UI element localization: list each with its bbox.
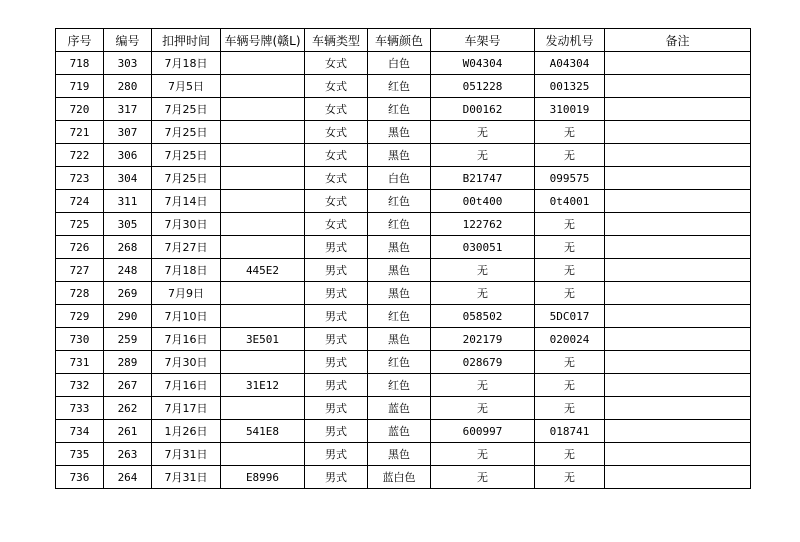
cell-remark [605, 282, 751, 305]
cell-color: 黑色 [368, 328, 431, 351]
table-row [56, 190, 751, 213]
cell-date: 7月10日 [152, 305, 221, 328]
cell-engine-no: 001325 [535, 75, 605, 98]
cell-date: 1月26日 [152, 420, 221, 443]
cell-remark [605, 328, 751, 351]
cell-engine-no: 018741 [535, 420, 605, 443]
table-row [56, 443, 751, 466]
cell-date: 7月31日 [152, 443, 221, 466]
cell-frame-no: 无 [431, 397, 535, 420]
cell-date: 7月18日 [152, 259, 221, 282]
header-cell: 车辆颜色 [368, 29, 431, 52]
header-cell: 扣押时间 [152, 29, 221, 52]
cell-date: 7月17日 [152, 397, 221, 420]
cell-remark [605, 52, 751, 75]
cell-id: 305 [104, 213, 152, 236]
cell-date: 7月5日 [152, 75, 221, 98]
cell-remark [605, 420, 751, 443]
cell-id: 268 [104, 236, 152, 259]
cell-date: 7月16日 [152, 328, 221, 351]
cell-id: 289 [104, 351, 152, 374]
cell-color: 黑色 [368, 282, 431, 305]
cell-date: 7月14日 [152, 190, 221, 213]
cell-frame-no: 无 [431, 374, 535, 397]
cell-type: 男式 [305, 259, 368, 282]
cell-plate [221, 144, 305, 167]
cell-remark [605, 397, 751, 420]
table-row [56, 236, 751, 259]
cell-plate [221, 443, 305, 466]
cell-plate [221, 190, 305, 213]
cell-color: 蓝色 [368, 420, 431, 443]
table-row [56, 167, 751, 190]
cell-id: 267 [104, 374, 152, 397]
table-row [56, 98, 751, 121]
table-row [56, 52, 751, 75]
cell-remark [605, 305, 751, 328]
cell-engine-no: 无 [535, 213, 605, 236]
table-row [56, 144, 751, 167]
cell-plate [221, 397, 305, 420]
header-cell: 车辆类型 [305, 29, 368, 52]
cell-seq: 732 [56, 374, 104, 397]
cell-remark [605, 213, 751, 236]
table-row [56, 75, 751, 98]
cell-id: 248 [104, 259, 152, 282]
cell-id: 307 [104, 121, 152, 144]
cell-seq: 722 [56, 144, 104, 167]
cell-engine-no: 无 [535, 236, 605, 259]
cell-date: 7月27日 [152, 236, 221, 259]
cell-type: 男式 [305, 420, 368, 443]
cell-remark [605, 466, 751, 489]
cell-seq: 721 [56, 121, 104, 144]
header-cell: 编号 [104, 29, 152, 52]
cell-id: 263 [104, 443, 152, 466]
cell-engine-no: 无 [535, 121, 605, 144]
cell-frame-no: 无 [431, 259, 535, 282]
cell-date: 7月30日 [152, 351, 221, 374]
cell-type: 男式 [305, 236, 368, 259]
table-row [56, 259, 751, 282]
cell-remark [605, 98, 751, 121]
cell-frame-no: 122762 [431, 213, 535, 236]
cell-plate: E8996 [221, 466, 305, 489]
cell-seq: 728 [56, 282, 104, 305]
table-row [56, 328, 751, 351]
cell-id: 269 [104, 282, 152, 305]
table-row [56, 420, 751, 443]
cell-id: 303 [104, 52, 152, 75]
cell-type: 女式 [305, 213, 368, 236]
cell-seq: 729 [56, 305, 104, 328]
cell-plate [221, 213, 305, 236]
cell-remark [605, 167, 751, 190]
cell-plate [221, 75, 305, 98]
table-row [56, 466, 751, 489]
cell-color: 红色 [368, 374, 431, 397]
cell-id: 306 [104, 144, 152, 167]
cell-color: 黑色 [368, 236, 431, 259]
cell-engine-no: 无 [535, 259, 605, 282]
cell-type: 女式 [305, 167, 368, 190]
cell-id: 261 [104, 420, 152, 443]
cell-date: 7月16日 [152, 374, 221, 397]
cell-color: 白色 [368, 167, 431, 190]
cell-type: 男式 [305, 282, 368, 305]
cell-remark [605, 443, 751, 466]
cell-plate [221, 305, 305, 328]
cell-frame-no: W04304 [431, 52, 535, 75]
cell-frame-no: 202179 [431, 328, 535, 351]
cell-id: 311 [104, 190, 152, 213]
cell-color: 黑色 [368, 443, 431, 466]
cell-plate [221, 52, 305, 75]
cell-id: 262 [104, 397, 152, 420]
cell-engine-no: 0t4001 [535, 190, 605, 213]
cell-seq: 730 [56, 328, 104, 351]
header-cell: 车架号 [431, 29, 535, 52]
cell-type: 男式 [305, 466, 368, 489]
cell-frame-no: 030051 [431, 236, 535, 259]
cell-engine-no: 无 [535, 282, 605, 305]
cell-plate [221, 121, 305, 144]
cell-frame-no: 无 [431, 466, 535, 489]
table-row [56, 397, 751, 420]
cell-engine-no: 无 [535, 397, 605, 420]
header-cell: 车辆号牌(赣L) [221, 29, 305, 52]
cell-type: 女式 [305, 121, 368, 144]
cell-frame-no: 无 [431, 282, 535, 305]
cell-date: 7月18日 [152, 52, 221, 75]
cell-id: 264 [104, 466, 152, 489]
cell-color: 红色 [368, 351, 431, 374]
cell-type: 女式 [305, 52, 368, 75]
cell-plate: 445E2 [221, 259, 305, 282]
cell-date: 7月25日 [152, 121, 221, 144]
cell-color: 蓝色 [368, 397, 431, 420]
cell-frame-no: 600997 [431, 420, 535, 443]
table-row [56, 351, 751, 374]
cell-seq: 735 [56, 443, 104, 466]
cell-seq: 726 [56, 236, 104, 259]
cell-type: 男式 [305, 374, 368, 397]
cell-type: 男式 [305, 397, 368, 420]
cell-seq: 723 [56, 167, 104, 190]
cell-remark [605, 121, 751, 144]
cell-engine-no: 无 [535, 351, 605, 374]
cell-engine-no: 099575 [535, 167, 605, 190]
cell-id: 317 [104, 98, 152, 121]
cell-remark [605, 259, 751, 282]
header-row [56, 29, 751, 52]
cell-id: 280 [104, 75, 152, 98]
cell-seq: 720 [56, 98, 104, 121]
cell-seq: 727 [56, 259, 104, 282]
cell-color: 黑色 [368, 144, 431, 167]
cell-engine-no: 无 [535, 466, 605, 489]
cell-engine-no: A04304 [535, 52, 605, 75]
cell-plate [221, 98, 305, 121]
cell-frame-no: 00t400 [431, 190, 535, 213]
cell-color: 黑色 [368, 259, 431, 282]
cell-seq: 725 [56, 213, 104, 236]
cell-date: 7月31日 [152, 466, 221, 489]
cell-plate: 3E501 [221, 328, 305, 351]
cell-color: 红色 [368, 98, 431, 121]
table-row [56, 374, 751, 397]
cell-frame-no: 无 [431, 144, 535, 167]
header-cell: 序号 [56, 29, 104, 52]
cell-type: 女式 [305, 190, 368, 213]
table-row [56, 213, 751, 236]
cell-frame-no: B21747 [431, 167, 535, 190]
cell-type: 男式 [305, 351, 368, 374]
cell-remark [605, 190, 751, 213]
table-row [56, 305, 751, 328]
cell-seq: 733 [56, 397, 104, 420]
cell-frame-no: 058502 [431, 305, 535, 328]
cell-id: 290 [104, 305, 152, 328]
cell-plate [221, 167, 305, 190]
cell-date: 7月30日 [152, 213, 221, 236]
table-row [56, 121, 751, 144]
cell-remark [605, 144, 751, 167]
cell-frame-no: 无 [431, 121, 535, 144]
cell-engine-no: 5DC017 [535, 305, 605, 328]
table-row [56, 282, 751, 305]
cell-type: 女式 [305, 75, 368, 98]
cell-color: 黑色 [368, 121, 431, 144]
header-cell: 发动机号 [535, 29, 605, 52]
cell-id: 304 [104, 167, 152, 190]
cell-color: 红色 [368, 75, 431, 98]
cell-type: 女式 [305, 98, 368, 121]
cell-color: 白色 [368, 52, 431, 75]
cell-color: 红色 [368, 190, 431, 213]
cell-frame-no: 051228 [431, 75, 535, 98]
cell-plate [221, 282, 305, 305]
cell-type: 男式 [305, 305, 368, 328]
cell-type: 男式 [305, 443, 368, 466]
cell-date: 7月25日 [152, 98, 221, 121]
cell-plate [221, 236, 305, 259]
cell-engine-no: 无 [535, 144, 605, 167]
cell-color: 红色 [368, 213, 431, 236]
cell-remark [605, 374, 751, 397]
cell-seq: 734 [56, 420, 104, 443]
cell-date: 7月25日 [152, 167, 221, 190]
cell-remark [605, 236, 751, 259]
cell-frame-no: D00162 [431, 98, 535, 121]
cell-remark [605, 75, 751, 98]
vehicle-seizure-table [55, 28, 751, 489]
cell-plate: 541E8 [221, 420, 305, 443]
cell-seq: 736 [56, 466, 104, 489]
cell-seq: 718 [56, 52, 104, 75]
cell-color: 红色 [368, 305, 431, 328]
cell-remark [605, 351, 751, 374]
cell-type: 女式 [305, 144, 368, 167]
cell-frame-no: 无 [431, 443, 535, 466]
cell-color: 蓝白色 [368, 466, 431, 489]
cell-date: 7月25日 [152, 144, 221, 167]
cell-plate [221, 351, 305, 374]
cell-seq: 719 [56, 75, 104, 98]
cell-id: 259 [104, 328, 152, 351]
cell-engine-no: 无 [535, 443, 605, 466]
cell-engine-no: 020024 [535, 328, 605, 351]
cell-type: 男式 [305, 328, 368, 351]
header-cell: 备注 [605, 29, 751, 52]
cell-seq: 731 [56, 351, 104, 374]
cell-engine-no: 无 [535, 374, 605, 397]
cell-plate: 31E12 [221, 374, 305, 397]
cell-engine-no: 310019 [535, 98, 605, 121]
cell-date: 7月9日 [152, 282, 221, 305]
cell-seq: 724 [56, 190, 104, 213]
cell-frame-no: 028679 [431, 351, 535, 374]
